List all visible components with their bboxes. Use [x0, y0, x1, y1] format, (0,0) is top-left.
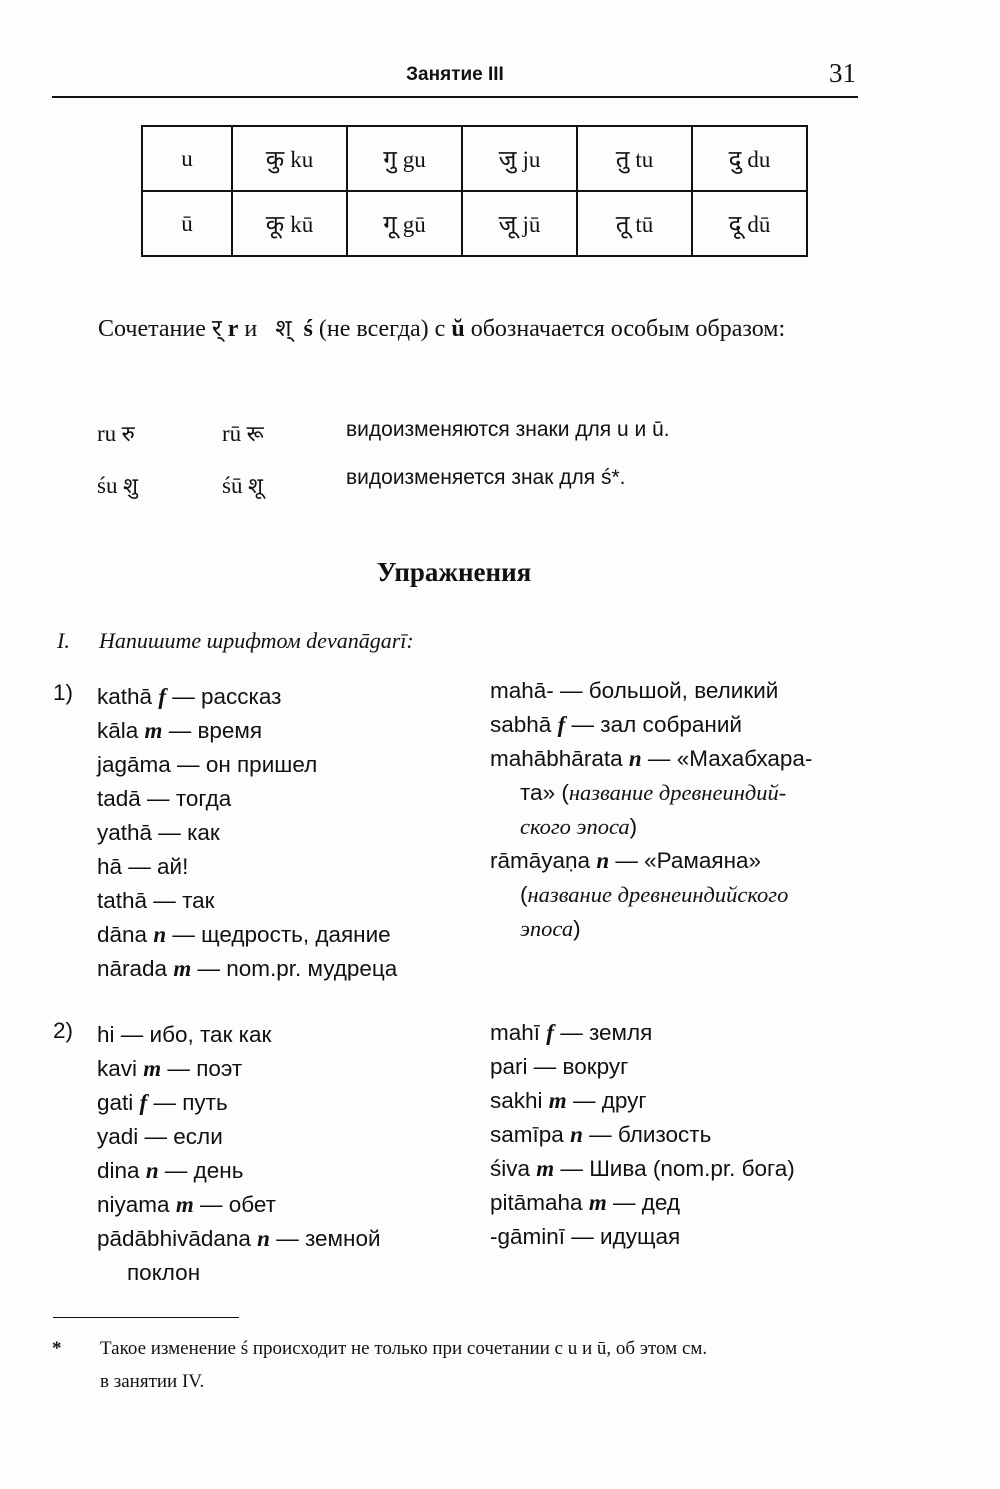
latin-r: r [227, 316, 239, 342]
vocab-word: kavi [97, 1056, 138, 1081]
latin-syllable: tu [635, 147, 654, 172]
vocab-entry: rāmāyaṇa n — «Рамаяна» [490, 848, 762, 873]
devanagari-syllable: दू [728, 210, 742, 238]
chapter-title: Занятие III [406, 64, 504, 85]
vocab-entry: mahā- — большой, великий [490, 678, 779, 703]
vocab-entry: mahābhārata n — «Махабхара- [490, 746, 813, 771]
vocab-meaning: время [197, 718, 263, 743]
vocab-meaning: Шива (nom.pr. бога) [589, 1156, 795, 1181]
vocab-continuation: эпоса) [520, 916, 581, 941]
vocab-meaning: близость [617, 1122, 712, 1147]
vocab-meaning: день [193, 1158, 244, 1183]
vocab-meaning: nom.pr. мудреца [226, 956, 398, 981]
vocab-gender: n [145, 1158, 159, 1183]
vocab-meaning: друг [601, 1088, 647, 1113]
intro-paragraph [52, 310, 858, 348]
vocab-word: gati [97, 1090, 134, 1115]
devanagari-r: र् [211, 314, 222, 342]
latin-syllable: jū [522, 212, 541, 237]
syllable-cell [577, 191, 692, 256]
vocab-word: hi [97, 1022, 115, 1047]
devanagari-s: श् [275, 314, 292, 342]
vocab-entry: sabhā f — зал собраний [490, 712, 742, 737]
group-1-left-column [97, 680, 397, 986]
vocab-gender: m [548, 1088, 567, 1113]
vocab-word: hā [97, 854, 123, 879]
vocab-word: kathā [97, 684, 153, 709]
footnote-line-1: Такое изменение ś происходит не только при сочетании с u и ū, об этом см. [100, 1338, 708, 1359]
vocab-meaning: земля [588, 1020, 653, 1045]
vocab-gender: m [536, 1156, 555, 1181]
vocab-word: tadā [97, 786, 141, 811]
combo-ru-long: rū रू [222, 421, 264, 447]
vocab-gender: n [628, 746, 642, 771]
vocab-gender: m [173, 956, 192, 981]
vocab-entry: samīpa n — близость [490, 1122, 712, 1147]
vocab-entry: yadi — если [97, 1124, 223, 1149]
syllable-cell [232, 126, 347, 191]
vocab-entry: śiva m — Шива (nom.pr. бога) [490, 1156, 795, 1181]
vocab-entry: kathā f — рассказ [97, 684, 282, 709]
vocab-continuation: поклон [127, 1260, 201, 1285]
syllable-cell [692, 126, 807, 191]
devanagari-syllable: जु [498, 145, 517, 173]
syllable-cell [347, 191, 462, 256]
vocab-continuation: та» (название древнеиндий- [520, 780, 787, 805]
vocab-entry: tadā — тогда [97, 786, 232, 811]
devanagari-syllable: गु [383, 145, 397, 173]
vocab-entry: kāla m — время [97, 718, 263, 743]
vocab-gender: f [158, 684, 166, 709]
vocab-word: niyama [97, 1192, 170, 1217]
vocab-gender: n [570, 1122, 583, 1147]
vocab-word: yathā [97, 820, 153, 845]
vocab-word: pitāmaha [490, 1190, 583, 1215]
group-2-label: 2) [53, 1018, 74, 1043]
vocab-meaning: так [182, 888, 215, 913]
vocab-word: jagāma [97, 752, 171, 777]
vowel-table [141, 125, 808, 257]
vocab-word: mahābhārata [490, 746, 623, 771]
vocab-word: tathā [97, 888, 148, 913]
devanagari-syllable: जू [498, 210, 517, 238]
vocab-entry: mahī f — земля [490, 1020, 653, 1045]
vocab-entry: tathā — так [97, 888, 215, 913]
group-1-label: 1) [53, 680, 74, 705]
vocab-word: dina [97, 1158, 140, 1183]
vocab-meaning: зал собраний [600, 712, 742, 737]
vocab-gender: m [143, 1056, 162, 1081]
page-number: 31 [829, 58, 856, 88]
group-1-right-column [490, 674, 812, 946]
latin-syllable: kū [290, 212, 314, 237]
task-heading: I. Напишите шрифтом devanāgarī: [57, 628, 414, 653]
vocab-entry: jagāma — он пришел [97, 752, 318, 777]
devanagari-syllable: तू [615, 210, 630, 238]
vocab-meaning: «Рамаяна» [644, 848, 762, 873]
vocab-word: sabhā [490, 712, 552, 737]
latin-syllable: ku [290, 147, 314, 172]
vocab-entry: hā — ай! [97, 854, 189, 879]
vocab-word: mahā- [490, 678, 554, 703]
combo-su: śu शु [97, 473, 138, 499]
devanagari-syllable: दु [728, 145, 742, 173]
vocab-meaning: путь [182, 1090, 228, 1115]
vocab-word: śiva [490, 1156, 531, 1181]
vocab-word: dāna [97, 922, 148, 947]
latin-s: ś [303, 316, 313, 342]
vocab-entry: nārada m — nom.pr. мудреца [97, 956, 398, 981]
intro-text-1: Сочетание [98, 316, 206, 342]
vocab-entry: pari — вокруг [490, 1054, 629, 1079]
vocab-word: rāmāyaṇa [490, 848, 591, 873]
vocab-word: kāla [97, 718, 139, 743]
syllable-cell [232, 191, 347, 256]
combo-su-long: śū शू [222, 473, 263, 499]
vocab-gender: m [144, 718, 163, 743]
vocab-entry: pādābhivādana n — земной [97, 1226, 381, 1251]
vocab-gender: n [596, 848, 610, 873]
vocab-gender: n [257, 1226, 270, 1251]
vocab-gender: m [588, 1190, 607, 1215]
devanagari-syllable: कु [265, 145, 285, 173]
vowel-table-row [142, 126, 807, 191]
vocab-entry: yathā — как [97, 820, 220, 845]
vocab-word: yadi [97, 1124, 139, 1149]
combo-ru: ru रु [97, 421, 135, 447]
intro-and: и [244, 316, 258, 342]
vowel-cell: ū [142, 191, 232, 256]
syllable-cell [692, 191, 807, 256]
vocab-word: sakhi [490, 1088, 543, 1113]
vocab-entry: dāna n — щедрость, даяние [97, 922, 391, 947]
vocab-meaning: если [173, 1124, 223, 1149]
vocab-word: pari [490, 1054, 528, 1079]
devanagari-syllable: गू [383, 210, 397, 238]
latin-syllable: ju [522, 147, 541, 172]
vocab-word: pādābhivādana [97, 1226, 251, 1251]
page-header [52, 56, 858, 98]
vocab-entry: sakhi m — друг [490, 1088, 647, 1113]
vocab-entry: hi — ибо, так как [97, 1022, 272, 1047]
vocab-meaning: как [187, 820, 220, 845]
latin-syllable: gū [402, 212, 426, 237]
vocab-entry: -gāminī — идущая [490, 1224, 681, 1249]
syllable-cell [577, 126, 692, 191]
intro-text-2: (не всегда) с [318, 316, 446, 342]
vocab-meaning: большой, великий [588, 678, 779, 703]
vocab-entry: gati f — путь [97, 1090, 228, 1115]
vocab-meaning: земной [304, 1226, 381, 1251]
vocab-word: nārada [97, 956, 168, 981]
intro-text-3: обозначается особым образом: [470, 316, 786, 342]
footnote-star: * [52, 1338, 62, 1359]
devanagari-syllable: तु [615, 145, 630, 173]
devanagari-syllable: कू [265, 210, 285, 238]
syllable-cell [462, 191, 577, 256]
vocab-word: samīpa [490, 1122, 564, 1147]
vowel-cell: u [142, 126, 232, 191]
vocab-entry: pitāmaha m — дед [490, 1190, 681, 1215]
vocab-gender: f [139, 1090, 148, 1115]
latin-syllable: du [747, 147, 771, 172]
footnote-line-2: в занятии IV. [100, 1371, 205, 1392]
vocab-meaning: рассказ [201, 684, 282, 709]
latin-syllable: gu [402, 147, 426, 172]
vocab-meaning: тогда [175, 786, 232, 811]
latin-syllable: dū [747, 212, 771, 237]
vocab-meaning: поэт [196, 1056, 243, 1081]
vocab-word: mahī [490, 1020, 541, 1045]
vocab-entry: niyama m — обет [97, 1192, 276, 1217]
vocab-gender: m [175, 1192, 194, 1217]
vocab-meaning: обет [228, 1192, 276, 1217]
u-symbol: ŭ [451, 316, 465, 342]
vocab-meaning: «Махабхара- [676, 746, 813, 771]
vocab-gender: f [557, 712, 566, 737]
combo-note-1: видоизменяются знаки для u и ū. [346, 418, 670, 441]
syllable-cell [347, 126, 462, 191]
vocab-continuation: ского эпоса) [520, 814, 638, 839]
section-title: Упражнения [376, 557, 532, 587]
vocab-meaning: вокруг [562, 1054, 629, 1079]
vocab-meaning: идущая [600, 1224, 681, 1249]
vocab-word: -gāminī [490, 1224, 566, 1249]
footnote [52, 1332, 872, 1398]
vowel-table-row [142, 191, 807, 256]
vocab-meaning: он пришел [205, 752, 318, 777]
vocab-entry: kavi m — поэт [97, 1056, 243, 1081]
group-2-right-column [490, 1016, 795, 1254]
syllable-cell [462, 126, 577, 191]
vocab-gender: n [153, 922, 167, 947]
vocab-entry: dina n — день [97, 1158, 244, 1183]
vocab-meaning: ай! [157, 854, 189, 879]
footnote-divider [53, 1317, 239, 1318]
combo-note-2: видоизменяется знак для ś*. [346, 466, 626, 489]
vocab-meaning: дед [641, 1190, 681, 1215]
vocab-meaning: щедрость, даяние [201, 922, 391, 947]
latin-syllable: tū [635, 212, 654, 237]
vocab-meaning: ибо, так как [149, 1022, 272, 1047]
vocab-gender: f [546, 1020, 554, 1045]
group-2-left-column [97, 1018, 381, 1290]
vocab-continuation: (название древнеиндийского [520, 882, 789, 907]
